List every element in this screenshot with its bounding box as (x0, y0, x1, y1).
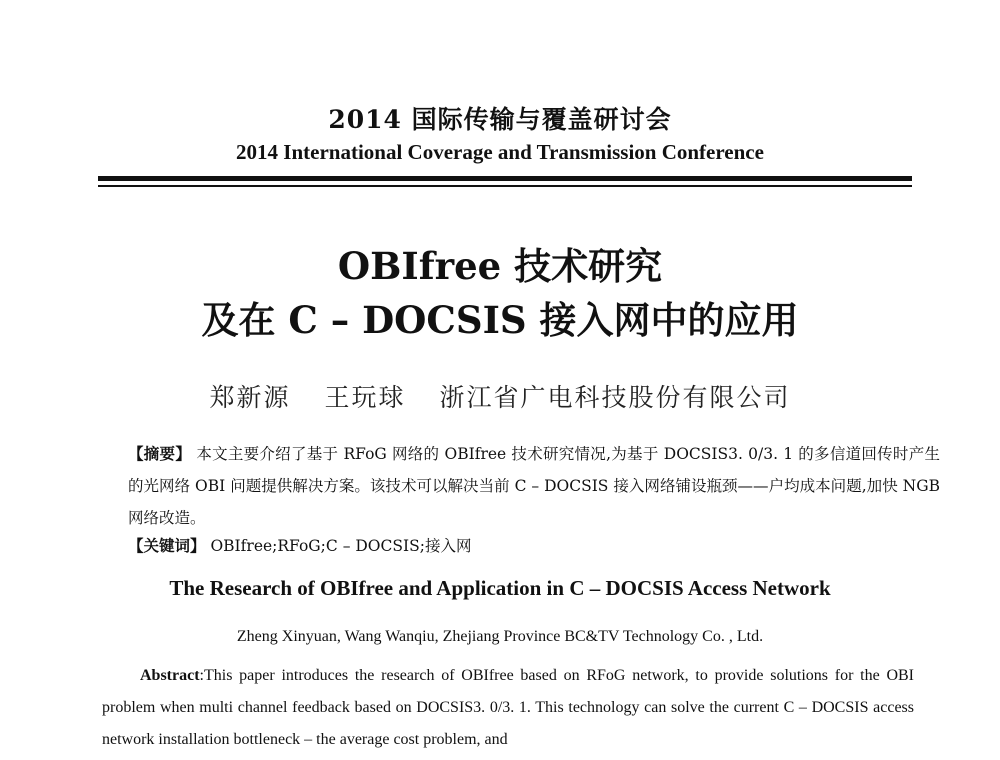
conference-title-en: 2014 International Coverage and Transmission Conference (236, 140, 764, 164)
conference-title-cn: 2014 国际传输与覆盖研讨会 (328, 105, 672, 134)
paper-title-en: The Research of OBIfree and Application in C – DOCSIS Access Network (169, 576, 831, 600)
affiliation-cn: 浙江省广电科技股份有限公司 (439, 383, 791, 412)
abstract-text-cn: 本文主要介绍了基于 RFoG 网络的 OBIfree 技术研究情况,为基于 DOCSIS3. 0/3. 1 的多信道回传时产生的光网络 OBI 问题提供解决方案。该技术可以解决当前 C – DOCSIS 接入网络铺设瓶颈——户均成本问题,加快 NGB 网络改造。 (128, 445, 940, 527)
header-rule-thick (98, 176, 912, 181)
abstract-label-en: Abstract (140, 667, 200, 684)
author-1: 郑新源 (209, 383, 291, 412)
header-rule-thin (98, 185, 912, 187)
author-2: 王玩球 (324, 383, 406, 412)
authors-en: Zheng Xinyuan, Wang Wanqiu, Zhejiang Province BC&TV Technology Co. , Ltd. (236, 628, 764, 645)
keywords-cn (128, 534, 471, 556)
paper-title-line-1: OBIfree 技术研究 (337, 244, 663, 288)
abstract-text-en: :This paper introduces the research of OBIfree based on RFoG network, to provide solutions for the OBI problem when multi channel feedback based on DOCSIS3. 0/3. 1. This technology can solve the current C – DOCSIS access network installation bottleneck – the average cost problem, and (102, 667, 914, 748)
abstract-en (102, 660, 914, 756)
abstract-label-cn: 【摘要】 (128, 444, 192, 463)
authors-cn (0, 378, 1000, 414)
keywords-label-cn: 【关键词】 (128, 536, 206, 555)
abstract-cn (102, 438, 940, 534)
keywords-text-cn: OBIfree;RFoG;C – DOCSIS;接入网 (210, 537, 472, 555)
paper-title-line-2: 及在 C – DOCSIS 接入网中的应用 (201, 298, 799, 342)
